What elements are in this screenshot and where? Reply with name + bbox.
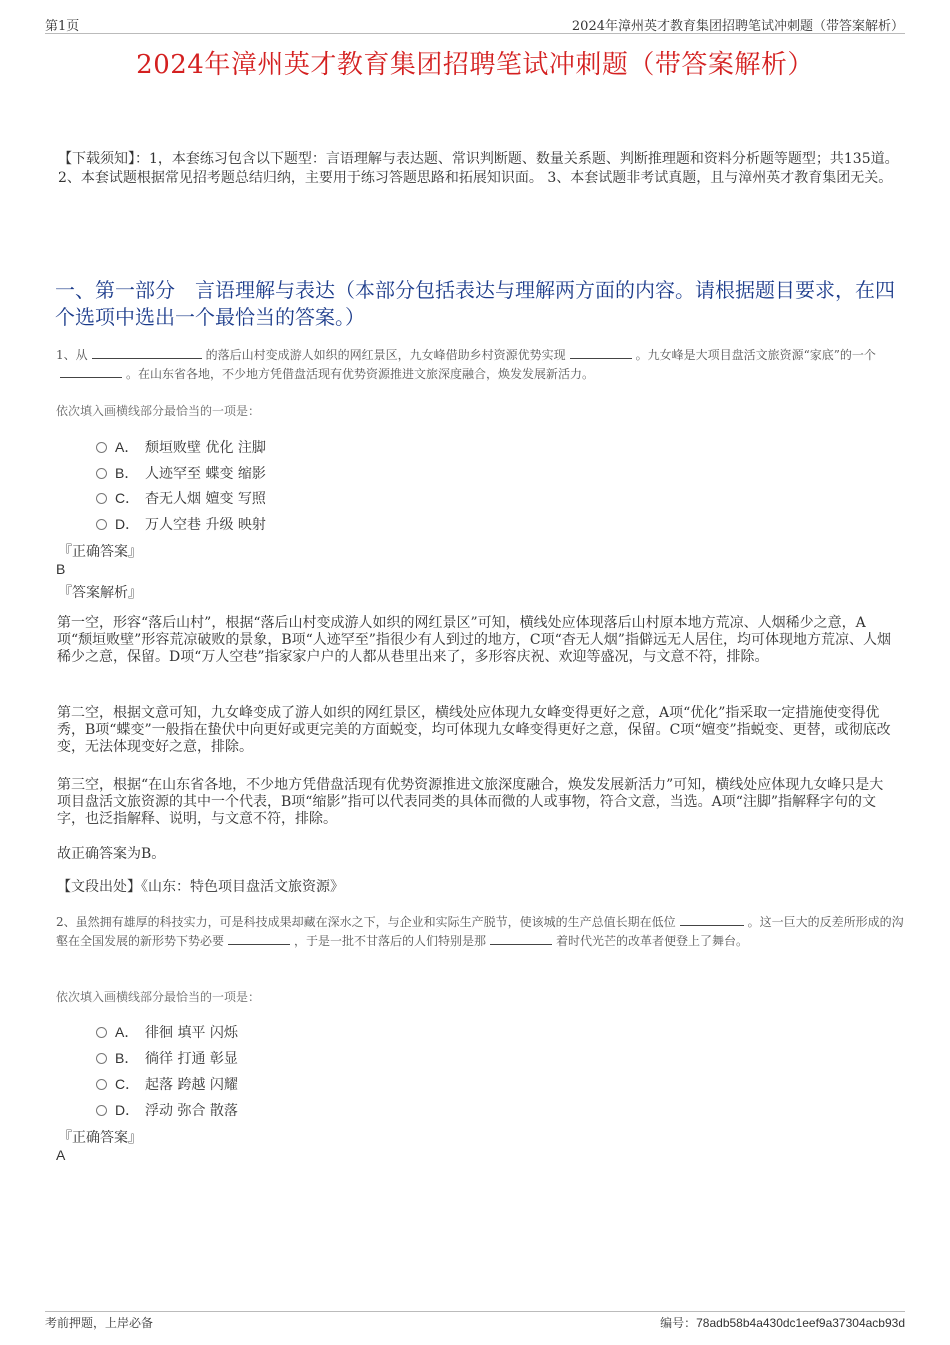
question-1-stem <box>56 346 904 384</box>
radio-icon[interactable] <box>96 1053 107 1064</box>
option-text: 颓垣败壁 优化 注脚 <box>145 440 266 456</box>
q1-option-c[interactable] <box>96 488 266 508</box>
option-text: 徘徊 填平 闪烁 <box>145 1025 238 1041</box>
option-letter: C． <box>115 490 140 506</box>
page-title: 2024年漳州英才教育集团招聘笔试冲刺题（带答案解析） <box>136 50 814 80</box>
q1-source: 【文段出处】《山东：特色项目盘活文旅资源》 <box>57 879 344 895</box>
header-doc-title: 2024年漳州英才教育集团招聘笔试冲刺题（带答案解析） <box>571 19 904 34</box>
footer-code-label: 编号： <box>660 1316 697 1330</box>
q2-text-part: 着时代光芒的改革者便登上了舞台。 <box>556 934 749 948</box>
footer-divider <box>45 1311 905 1312</box>
q2-blank-3 <box>490 932 552 945</box>
q1-blank-3 <box>60 365 122 378</box>
question-2-prompt: 依次填入画横线部分最恰当的一项是： <box>56 990 261 1004</box>
option-letter: B． <box>115 465 139 481</box>
q1-option-d[interactable] <box>96 514 266 534</box>
q1-conclusion: 故正确答案为B。 <box>57 846 166 862</box>
option-letter: A． <box>115 439 139 455</box>
q2-blank-2 <box>228 932 290 945</box>
option-text: 人迹罕至 蝶变 缩影 <box>145 466 266 482</box>
q1-analysis-paragraph: 第二空，根据文意可知，九女峰变成了游人如织的网红景区，横线处应体现九女峰变得更好之意，A项“优化”指采取一定措施使变得优秀，B项“蝶变”一般指在蛰伏中向更好或更完美的方面蜕变，均可体现九女峰变得更好之意，保留。C项“嬗变”指蜕变、更替，或彻底改变，无法体现变好之意，排除。 <box>57 705 891 755</box>
q2-option-d[interactable] <box>96 1100 238 1120</box>
question-1-prompt: 依次填入画横线部分最恰当的一项是： <box>56 404 261 418</box>
q1-option-b[interactable] <box>96 463 266 483</box>
option-letter: A． <box>115 1024 139 1040</box>
q1-text-part: 。在山东省各地，不少地方凭借盘活现有优势资源推进文旅深度融合，焕发发展新活力。 <box>126 367 595 381</box>
footer-code <box>660 1314 905 1331</box>
option-letter: D． <box>115 516 140 532</box>
question-2-stem <box>56 913 904 951</box>
radio-icon[interactable] <box>96 442 107 453</box>
q2-text-part: 2、虽然拥有雄厚的科技实力，可是科技成果却藏在深水之下，与企业和实际生产脱节，使该城的生产总值长期在低位 <box>56 915 676 929</box>
option-text: 起落 跨越 闪耀 <box>145 1077 238 1093</box>
q2-answer: A <box>56 1147 66 1163</box>
q2-text-part: ，于是一批不甘落后的人们特别是那 <box>294 934 487 948</box>
option-text: 徜徉 打通 彰显 <box>145 1051 238 1067</box>
radio-icon[interactable] <box>96 1105 107 1116</box>
q2-answer-label: 『正确答案』 <box>58 1130 142 1146</box>
option-letter: C． <box>115 1076 140 1092</box>
q1-analysis-label: 『答案解析』 <box>58 585 142 601</box>
q1-option-a[interactable] <box>96 437 266 457</box>
q2-text-part: 。这一巨大的反差所形成的沟壑在全国发展的新形势下势必要 <box>56 915 904 948</box>
q1-analysis-paragraph: 第一空，形容“落后山村”，根据“落后山村变成游人如织的网红景区”可知，横线处应体现落后山村原本地方荒凉、人烟稀少之意，A项“颓垣败壁”形容荒凉破败的景象，B项“人迹罕至”指很少有人到过的地方，C项“杳无人烟”指僻远无人居住，均可体现地方荒凉、人烟稀少之意，保留。D项“万人空巷”指家家户户的人都从巷里出来了，多形容庆祝、欢迎等盛况，与文意不符，排除。 <box>57 615 891 665</box>
radio-icon[interactable] <box>96 519 107 530</box>
q2-option-b[interactable] <box>96 1048 238 1068</box>
q2-option-a[interactable] <box>96 1022 238 1042</box>
option-letter: D． <box>115 1102 140 1118</box>
q1-blank-2 <box>570 346 632 359</box>
option-letter: B． <box>115 1050 139 1066</box>
q2-blank-1 <box>680 913 744 926</box>
radio-icon[interactable] <box>96 1079 107 1090</box>
option-text: 浮动 弥合 散落 <box>145 1103 238 1119</box>
q1-text-part: 的落后山村变成游人如织的网红景区，九女峰借助乡村资源优势实现 <box>205 348 566 362</box>
radio-icon[interactable] <box>96 493 107 504</box>
q1-answer: B <box>56 561 66 577</box>
q1-blank-1 <box>92 346 202 359</box>
download-notice: 【下载须知】：1，本套练习包含以下题型：言语理解与表达题、常识判断题、数量关系题、判断推理题和资料分析题等题型；共135道。 2、本套试题根据常见招考题总结归纳，主要用于练习答题思路和拓展知识面。 3、本套试题非考试真题，且与漳州英才教育集团无关。 <box>58 151 899 186</box>
radio-icon[interactable] <box>96 468 107 479</box>
section-title: 一、第一部分 言语理解与表达（本部分包括表达与理解两方面的内容。请根据题目要求，在四个选项中选出一个最恰当的答案。） <box>55 278 895 329</box>
q1-text-part: 1、从 <box>56 348 88 362</box>
q1-answer-label: 『正确答案』 <box>58 544 142 560</box>
q1-analysis-paragraph: 第三空，根据“在山东省各地，不少地方凭借盘活现有优势资源推进文旅深度融合，焕发发展新活力”可知，横线处应体现九女峰只是大项目盘活文旅资源的其中一个代表，B项“缩影”指可以代表同类的具体而微的人或事物，符合文意，当选。A项“注脚”指解释字句的文字，也泛指解释、说明，与文意不符，排除。 <box>57 777 884 827</box>
header-divider <box>45 33 905 34</box>
header-page-label: 第1页 <box>45 19 80 34</box>
footer-code-value: 78adb58b4a430dc1eef9a37304acb93d <box>696 1316 905 1330</box>
radio-icon[interactable] <box>96 1027 107 1038</box>
option-text: 杳无人烟 嬗变 写照 <box>145 491 266 507</box>
q1-text-part: 。九女峰是大项目盘活文旅资源“家底”的一个 <box>635 348 876 362</box>
q2-option-c[interactable] <box>96 1074 238 1094</box>
option-text: 万人空巷 升级 映射 <box>145 517 266 533</box>
footer-slogan: 考前押题，上岸必备 <box>45 1316 154 1330</box>
